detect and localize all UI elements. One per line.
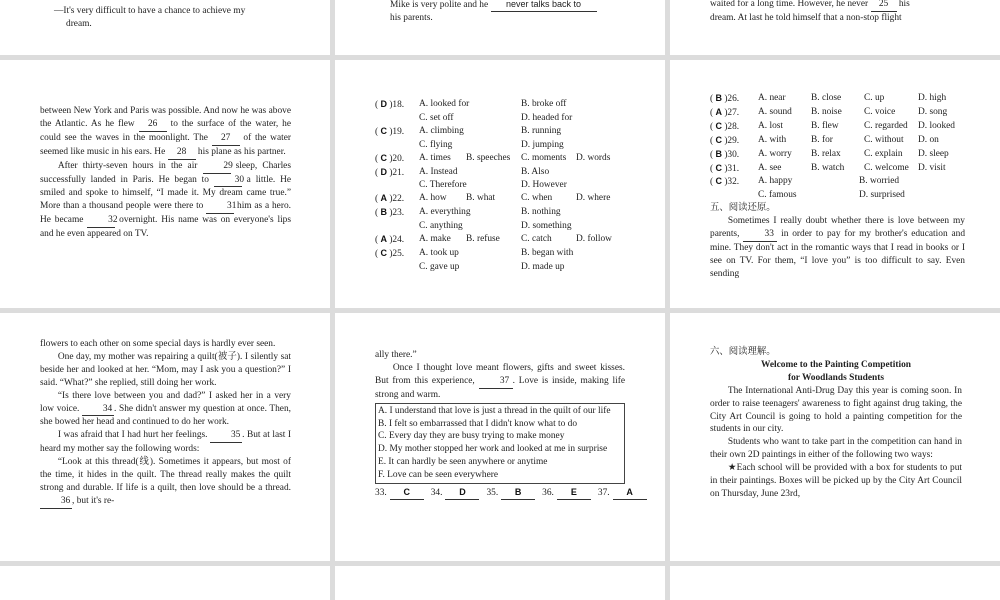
blank-35: 35 <box>210 429 242 443</box>
question-number-cell: ( C )28. <box>710 120 740 132</box>
slide-cloze-18-25 <box>335 60 665 308</box>
option-b: B. noise <box>811 106 842 117</box>
option-a: A. lost <box>758 120 784 131</box>
option-d: D. surprised <box>859 190 905 201</box>
question-number-cell: ( D )18. <box>375 99 405 110</box>
question-number: )22. <box>389 194 405 205</box>
question-number-cell: ( C )29. <box>710 134 740 146</box>
option-d: D. made up <box>521 261 565 272</box>
text-segment: his plane as his partner. <box>197 146 286 157</box>
question-number-cell: ( B )26. <box>710 93 740 104</box>
question-number-cell: ( C )19. <box>375 125 405 137</box>
slide-text <box>54 5 294 31</box>
blank-29: 29 <box>203 160 231 174</box>
options-box <box>375 403 625 484</box>
question-row <box>375 233 655 247</box>
question-row <box>375 179 655 192</box>
question-number-cell: ( D )21. <box>375 166 405 178</box>
question-number: )30. <box>724 149 740 160</box>
question-row <box>375 166 655 180</box>
text-segment: of the water seemed like music in his ears. He <box>40 132 291 157</box>
paragraph: Students who want to take part in the competition can hand in their own 2D paintings in either of the following two ways: <box>710 437 962 461</box>
option-b: B. speeches <box>466 152 511 163</box>
option-b: B. for <box>811 134 833 145</box>
blank-37: 37 <box>479 375 513 389</box>
option-item: F. Love can be seen everywhere <box>378 470 499 481</box>
slide-bottom-left <box>0 566 330 600</box>
text-segment: him as a hero. He became <box>40 201 291 226</box>
option-a: A. Instead <box>419 166 458 177</box>
story-paragraph-1 <box>40 105 291 160</box>
reading-text <box>40 338 291 509</box>
option-item: E. It can hardly be seen anywhere or anytime <box>378 457 548 468</box>
question-number: )31. <box>724 163 740 174</box>
option-a: A. worry <box>758 148 792 159</box>
option-c: C. explain <box>864 148 903 159</box>
answer-number: 33. <box>375 488 387 499</box>
blank-28: 28 <box>168 146 196 160</box>
slide-bottom-middle <box>335 566 665 600</box>
option-a: A. took up <box>419 247 459 258</box>
text-segment: between New York and Paris was possible. And now he was above the Atlantic. As he flew <box>40 106 291 129</box>
answer-number: 36. <box>542 488 554 499</box>
spacer <box>375 220 419 233</box>
blank-26: 26 <box>139 118 167 132</box>
question-row <box>710 120 965 134</box>
slide-text <box>390 0 630 25</box>
slide-text <box>710 0 962 25</box>
question-number: )19. <box>389 126 405 137</box>
answer-number: 35. <box>486 488 499 499</box>
question-row <box>375 247 655 261</box>
answer-letter: C <box>715 176 722 187</box>
slide-reading-right <box>670 313 1000 561</box>
text-segment: in order to pay for my brother's education and mine. They don't act in the romantic ways that I read in books or I see on TV. For them, “I love you” is too difficult to say. Even sending <box>710 229 966 279</box>
option-b: B. began with <box>521 247 574 258</box>
answer-number: 37. <box>597 488 610 499</box>
answer-letter: D <box>380 166 387 177</box>
text-segment: sleep, Charles successfully landed in Paris. He began to <box>40 160 291 185</box>
answer-letter: C <box>715 162 722 173</box>
option-a: A. looked for <box>419 99 470 109</box>
option-b: B. refuse <box>466 234 500 245</box>
option-c: C. regarded <box>864 120 908 131</box>
text-segment: Mike is very polite and he <box>390 0 489 10</box>
option-d: D. high <box>918 93 947 103</box>
option-a: A. everything <box>419 207 471 218</box>
question-number: )26. <box>724 94 740 104</box>
blank-36: 36 <box>40 495 72 509</box>
option-b: B. Also <box>521 166 550 177</box>
passage-subtitle: for Woodlands Students <box>787 372 885 383</box>
answer-letter: E <box>557 486 591 500</box>
slide-top-left <box>0 0 330 55</box>
answer-letter: A <box>380 234 387 245</box>
paragraph: One day, my mother was repairing a quilt(被子). I silently sat beside her and looked at her. “Mom, may I ask you a question?” I said. “What?” she replied, still doing her work. <box>40 351 291 388</box>
text-segment: “Look at this thread(线). Sometimes it appears, but most of the time, it hides in the quilt. The thread really makes the quilt strong and durable. If life is a quilt, then love should be a thread. <box>40 457 291 493</box>
option-a: A. happy <box>758 176 793 187</box>
option-a: A. see <box>758 162 782 173</box>
spacer <box>375 261 419 274</box>
option-b: B. nothing <box>521 207 561 218</box>
question-row <box>375 152 655 166</box>
option-c: C. when <box>521 193 553 204</box>
slide-top-middle <box>335 0 665 55</box>
answer-blank: never talks back to <box>491 0 597 12</box>
question-row: ( C )32. A. happy B. worried <box>710 176 900 188</box>
blank-25: 25 <box>871 0 897 12</box>
question-row <box>375 220 655 233</box>
question-row <box>375 125 655 139</box>
option-d: D. sleep <box>918 148 949 159</box>
question-number: )28. <box>724 121 740 132</box>
text-segment: Sometimes I really doubt whether there is love between my parents, <box>710 216 965 240</box>
option-b: B. flew <box>811 120 839 131</box>
option-c: C. gave up <box>419 261 460 272</box>
answer-letter: A <box>380 193 387 204</box>
paragraph <box>40 390 291 430</box>
paragraph: The International Anti-Drug Day this year is coming soon. In order to raise teenagers' awareness to fight against drug taking, the City Art Council is going to hold a painting competition for the students in our city. <box>710 385 962 435</box>
question-row <box>375 261 655 274</box>
question-number: )29. <box>724 135 740 146</box>
answer-letter: C <box>380 247 387 258</box>
option-d: D. something <box>521 221 572 232</box>
option-d: D. jumping <box>521 139 564 150</box>
option-d: D. where <box>576 193 611 204</box>
text-segment: his <box>898 0 910 9</box>
option-d: D. visit <box>918 162 946 173</box>
paragraph <box>40 429 291 456</box>
answer-letter: C <box>390 486 424 500</box>
text-segment: . But at last I heard my mother say the following words: <box>40 430 292 455</box>
option-item: D. My mother stopped her work and looked at me in surprise <box>378 444 608 455</box>
question-number-cell: ( A )22. <box>375 193 405 205</box>
text-segment: a little. He smiled and spoke to himself, “I made it. My dream came true.” More than a thousand people were there to <box>40 174 292 212</box>
option-b: B. relax <box>811 148 841 159</box>
question-number-cell: ( A )24. <box>375 234 405 246</box>
blank-32: 32 <box>87 214 115 228</box>
slide-story <box>0 60 330 308</box>
answer-letter: C <box>715 134 722 145</box>
question-number-cell: ( C )25. <box>375 247 405 259</box>
section-heading: 六、阅读理解。 <box>710 346 776 357</box>
text-line: dream. <box>66 18 92 29</box>
cloze-options-list <box>375 98 655 274</box>
question-number-cell: ( C )31. <box>710 162 740 174</box>
blank-30: 30 <box>214 174 242 188</box>
option-c: C. without <box>864 134 904 145</box>
option-b: B. what <box>466 193 496 204</box>
question-row <box>375 139 655 152</box>
text-segment: . She didn't answer my question at once. Then, she bowed her head and continued to do her work. <box>40 403 291 428</box>
spacer <box>375 179 419 192</box>
option-a: A. make <box>419 234 451 245</box>
answer-letter: C <box>380 125 387 136</box>
option-d: D. headed for <box>521 112 573 123</box>
option-d: D. song <box>918 106 948 117</box>
option-d: D. However <box>521 180 567 191</box>
question-row <box>710 148 965 162</box>
reading-text <box>710 346 962 501</box>
option-c: C. voice <box>864 106 896 117</box>
question-number-cell: ( B )23. <box>375 207 405 219</box>
option-c: C. up <box>864 93 885 103</box>
story-text <box>40 105 291 241</box>
blank-33: 33 <box>743 228 777 242</box>
answer-number: 34. <box>430 488 443 499</box>
option-a: A. near <box>758 93 786 103</box>
option-c: C. famous <box>758 190 797 201</box>
blank-27: 27 <box>212 132 240 146</box>
section-heading: 五、阅读还原。 <box>710 202 776 214</box>
option-c: C. set off <box>419 112 454 123</box>
text-segment: After thirty-seven hours in the air <box>57 160 198 171</box>
option-b: B. watch <box>811 162 845 173</box>
paragraph: ★Each school will be provided with a box for students to put in their paintings. Boxes will be picked up by the City Art Council on Thursday, June 23rd, <box>710 463 962 499</box>
question-number-cell: ( A )27. <box>710 106 740 118</box>
section5-paragraph <box>710 215 965 281</box>
spacer <box>375 139 419 152</box>
text-segment: to the surface of the water, he could see the waves in the moonlight. The <box>40 118 291 143</box>
answer-letter: B <box>715 93 722 103</box>
option-d: D. looked <box>918 120 955 131</box>
answer-letter: B <box>501 486 535 500</box>
question-number: )21. <box>389 167 405 178</box>
cloze-options-list <box>710 92 965 281</box>
option-c: C. anything <box>419 221 463 232</box>
paragraph <box>375 362 625 402</box>
text-line: —It's very difficult to have a chance to achieve my <box>54 6 246 16</box>
option-d: D. on <box>918 134 939 145</box>
text-segment: , but it's re- <box>72 495 115 506</box>
option-d: D. follow <box>576 234 612 245</box>
passage-title: Welcome to the Painting Competition <box>761 359 911 370</box>
answer-letter: C <box>715 120 722 131</box>
option-b: B. broke off <box>521 99 567 109</box>
paragraph: ally there.” <box>375 350 417 360</box>
slide-reading-left <box>0 313 330 561</box>
question-number: )18. <box>389 100 405 110</box>
option-item: A. I understand that love is just a thread in the quilt of our life <box>378 405 611 416</box>
blank-34: 34 <box>82 403 114 417</box>
story-paragraph-2 <box>40 160 291 241</box>
blank-31: 31 <box>206 200 234 214</box>
slide-reading-middle <box>335 313 665 561</box>
question-number-cell: ( B )30. <box>710 148 740 160</box>
question-row <box>375 206 655 220</box>
text-segment: I was afraid that I had hurt her feelings. <box>57 430 208 441</box>
option-item: B. I felt so embarrassed that I didn't know what to do <box>378 418 578 429</box>
text-segment: waited for a long time. However, he never <box>710 0 869 9</box>
question-row <box>375 192 655 206</box>
slide-bottom-right <box>670 566 1000 600</box>
option-c: C. catch <box>521 234 552 245</box>
question-row <box>375 112 655 125</box>
text-segment: “Is there love between you and dad?” I asked her in a very low voice. <box>40 390 291 414</box>
answer-letter: B <box>380 207 387 218</box>
answer-letter: A <box>613 486 647 500</box>
answer-letter: D <box>445 486 479 500</box>
question-number: )27. <box>724 107 740 118</box>
option-a: A. with <box>758 134 787 145</box>
paragraph <box>40 456 291 509</box>
text-line: his parents. <box>390 12 433 23</box>
option-b: B. close <box>811 93 842 103</box>
paragraph: flowers to each other on some special days is hardly ever seen. <box>40 339 276 349</box>
reading-text <box>375 349 633 500</box>
option-a: A. sound <box>758 106 792 117</box>
option-c: C. moments <box>521 152 567 163</box>
question-number: )23. <box>389 208 405 219</box>
question-number: )24. <box>389 235 405 246</box>
answer-row <box>375 486 633 500</box>
text-segment: . Love is inside, making life strong and warm. <box>375 375 625 400</box>
question-row <box>375 98 655 112</box>
option-b: B. worried <box>859 176 900 187</box>
slide-top-right <box>670 0 1000 55</box>
option-a: A. climbing <box>419 125 464 136</box>
option-d: D. words <box>576 152 611 163</box>
question-number: )32. <box>724 177 740 188</box>
text-line: dream. At last he told himself that a non-stop flight <box>710 12 902 23</box>
option-a: A. how <box>419 193 447 204</box>
spacer <box>375 112 419 125</box>
option-c: C. Therefore <box>419 180 467 191</box>
question-number: )20. <box>389 153 405 164</box>
answer-letter: A <box>715 106 722 117</box>
question-row <box>710 92 965 106</box>
slide-cloze-26-32 <box>670 60 1000 308</box>
option-a: A. times <box>419 152 451 163</box>
question-row <box>710 106 965 120</box>
question-row <box>710 189 965 202</box>
answer-letter: C <box>380 152 387 163</box>
answer-letter: B <box>715 148 722 159</box>
option-b: B. running <box>521 125 562 136</box>
text-segment: Once I thought love meant flowers, gifts and sweet kisses. But from this experience, <box>375 362 625 386</box>
question-number-cell: ( C )20. <box>375 152 405 164</box>
question-row <box>710 162 965 176</box>
answer-letter: D <box>380 99 387 109</box>
option-c: C. flying <box>419 139 453 150</box>
question-number: )25. <box>389 248 405 259</box>
option-c: C. welcome <box>864 162 909 173</box>
option-item: C. Every day they are busy trying to make money <box>378 431 565 442</box>
text-segment: overnight. His name was on everyone's lips and he even appeared on TV. <box>40 215 292 240</box>
question-row <box>710 134 965 148</box>
